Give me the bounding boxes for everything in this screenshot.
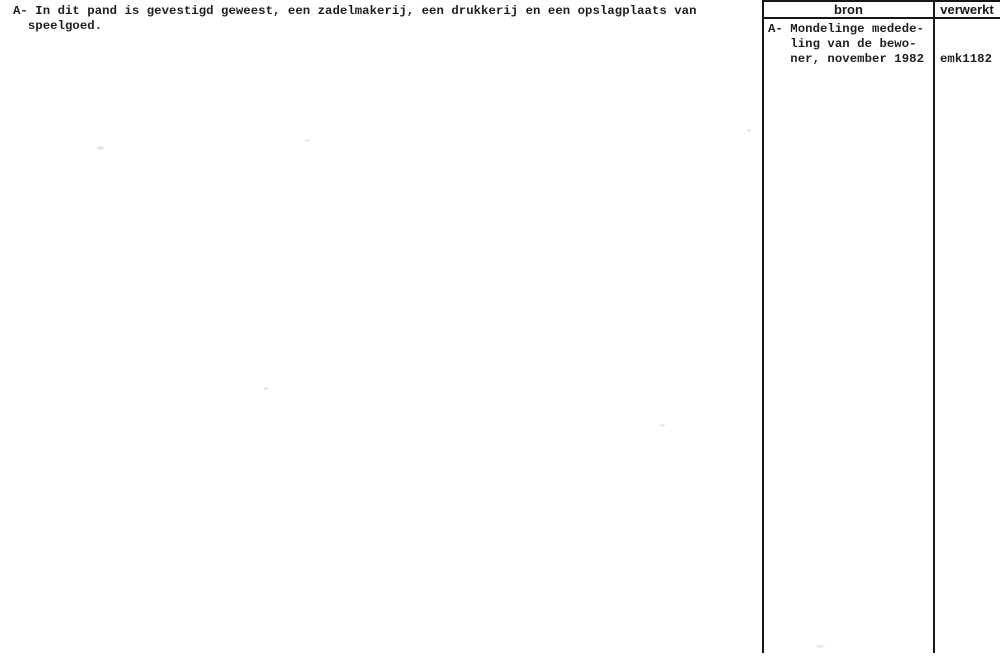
note-a-line-2: speelgoed. bbox=[13, 19, 103, 33]
table-column-divider bbox=[933, 0, 935, 653]
bron-cell-line-2: ling van de bewo- bbox=[768, 37, 917, 51]
note-a-line-1: A- In dit pand is gevestigd geweest, een zadelmakerij, een drukkerij en een opslagplaats van bbox=[13, 4, 697, 18]
scan-speck bbox=[660, 424, 665, 427]
scan-speck bbox=[816, 645, 825, 648]
column-header-bron: bron bbox=[834, 1, 863, 17]
scan-speck bbox=[264, 387, 268, 390]
scan-speck bbox=[305, 139, 310, 142]
bron-cell-line-1: A- Mondelinge medede- bbox=[768, 22, 925, 36]
scan-speck bbox=[747, 129, 751, 132]
verwerkt-cell: emk1182 bbox=[940, 52, 993, 66]
note-a bbox=[13, 4, 697, 34]
table-header-underline bbox=[762, 17, 1000, 19]
bron-cell-line-3: ner, november 1982 bbox=[768, 52, 925, 66]
bron-cell bbox=[768, 22, 924, 67]
column-header-verwerkt: verwerkt bbox=[940, 1, 994, 17]
table-left-border bbox=[762, 0, 764, 653]
scan-speck bbox=[97, 146, 104, 150]
